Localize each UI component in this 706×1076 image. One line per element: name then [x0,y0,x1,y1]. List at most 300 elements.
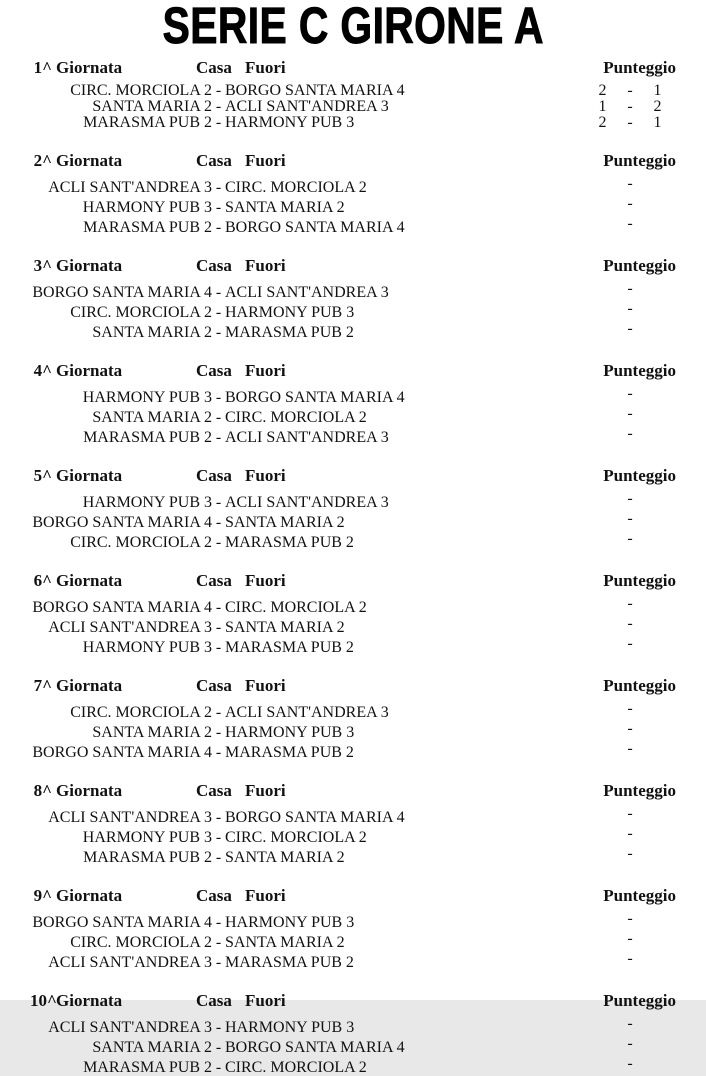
home-score [598,1056,607,1072]
match-row [30,176,676,196]
team-separator: - [215,704,222,721]
home-score [598,491,607,507]
casa-column-header: Casa [196,58,232,77]
team-separator: - [215,199,222,216]
away-score [653,636,662,652]
score [598,1016,662,1032]
away-team: ACLI SANT'ANDREA 3 [225,284,389,301]
score-separator: - [627,320,633,337]
casa-column-header: Casa [196,256,232,275]
casa-column-header: Casa [196,676,232,695]
match-row [30,99,676,115]
away-team: BORGO SANTA MARIA 4 [225,809,405,826]
away-score [653,741,662,757]
home-team: HARMONY PUB 3 [82,389,212,406]
round-number: 1^ [33,58,52,77]
round-header [30,887,676,904]
score [598,721,662,737]
punteggio-column-header: Punteggio [603,676,676,695]
round-word: Giornata [56,361,123,380]
round-number: 2^ [33,151,52,170]
home-score [598,1036,607,1052]
home-team: ACLI SANT'ANDREA 3 [48,809,212,826]
score-separator: - [627,720,633,737]
score-separator: - [627,805,633,822]
away-score [653,911,662,927]
round-header [30,467,676,484]
home-score [598,846,607,862]
page-title-text: SERIE C GIRONE A [162,0,544,54]
score-separator: - [627,1035,633,1052]
away-team: CIRC. MORCIOLA 2 [225,599,367,616]
score-separator: - [627,950,633,967]
round-number: 4^ [33,361,52,380]
home-team: HARMONY PUB 3 [82,829,212,846]
team-separator: - [215,324,222,341]
fuori-column-header: Fuori [245,991,286,1010]
away-score [653,701,662,717]
rounds-list [30,59,676,1076]
home-score [598,511,607,527]
away-team: BORGO SANTA MARIA 4 [225,219,405,236]
away-team: ACLI SANT'ANDREA 3 [225,429,389,446]
score [598,99,662,115]
round-header [30,59,676,76]
round-number: 8^ [33,781,52,800]
match-row [30,426,676,446]
fuori-column-header: Fuori [245,781,286,800]
casa-column-header: Casa [196,991,232,1010]
fuori-column-header: Fuori [245,361,286,380]
home-team: SANTA MARIA 2 [92,724,212,741]
match-row [30,721,676,741]
round-section [30,782,676,866]
round-word: Giornata [56,58,123,77]
score [598,846,662,862]
match-row [30,1056,676,1076]
away-team: CIRC. MORCIOLA 2 [225,829,367,846]
score [598,531,662,547]
round-header [30,362,676,379]
team-separator: - [215,389,222,406]
round-header [30,572,676,589]
punteggio-column-header: Punteggio [603,361,676,380]
team-separator: - [215,1039,222,1056]
match-row [30,491,676,511]
away-team: MARASMA PUB 2 [225,639,354,656]
away-team: ACLI SANT'ANDREA 3 [225,98,389,115]
score [598,806,662,822]
score-separator: - [627,490,633,507]
score [598,636,662,652]
away-team: MARASMA PUB 2 [225,744,354,761]
team-separator: - [215,619,222,636]
score [598,281,662,297]
away-team: CIRC. MORCIOLA 2 [225,1059,367,1076]
round-number: 10^ [30,991,57,1010]
round-matches [30,281,676,341]
round-number: 3^ [33,256,52,275]
score-separator: - [627,615,633,632]
home-score [598,426,607,442]
score [598,596,662,612]
round-matches [30,83,676,131]
score [598,931,662,947]
round-section [30,572,676,656]
round-matches [30,701,676,761]
away-score [653,511,662,527]
score [598,216,662,232]
punteggio-column-header: Punteggio [603,571,676,590]
score-separator: - [627,845,633,862]
score-separator: - [627,300,633,317]
match-row [30,531,676,551]
away-score [653,596,662,612]
round-title [30,992,122,1009]
punteggio-column-header: Punteggio [603,151,676,170]
match-row [30,846,676,866]
score [598,826,662,842]
team-separator: - [215,954,222,971]
score-separator: - [627,425,633,442]
punteggio-column-header: Punteggio [603,256,676,275]
home-team: MARASMA PUB 2 [83,429,212,446]
team-separator: - [215,514,222,531]
score [598,951,662,967]
punteggio-column-header: Punteggio [603,466,676,485]
round-title [30,572,122,589]
home-score [598,806,607,822]
home-score [598,701,607,717]
team-separator: - [215,179,222,196]
team-separator: - [215,744,222,761]
team-separator: - [215,304,222,321]
punteggio-column-header: Punteggio [603,58,676,77]
score [598,491,662,507]
away-team: ACLI SANT'ANDREA 3 [225,494,389,511]
round-section [30,467,676,551]
round-word: Giornata [56,151,123,170]
round-matches [30,491,676,551]
home-team: CIRC. MORCIOLA 2 [70,934,212,951]
home-team: CIRC. MORCIOLA 2 [70,534,212,551]
match-row [30,616,676,636]
fuori-column-header: Fuori [245,151,286,170]
team-separator: - [215,429,222,446]
away-team: BORGO SANTA MARIA 4 [225,389,405,406]
team-separator: - [215,219,222,236]
match-row [30,196,676,216]
home-team: SANTA MARIA 2 [92,98,212,115]
home-score [598,931,607,947]
match-row [30,1036,676,1056]
match-row [30,636,676,656]
away-team: CIRC. MORCIOLA 2 [225,179,367,196]
round-word: Giornata [56,571,123,590]
away-team: MARASMA PUB 2 [225,324,354,341]
round-section [30,257,676,341]
round-title [30,782,122,799]
team-separator: - [215,409,222,426]
match-row [30,826,676,846]
away-score [653,826,662,842]
away-team: HARMONY PUB 3 [225,114,355,131]
away-team: HARMONY PUB 3 [225,1019,355,1036]
away-team: SANTA MARIA 2 [225,619,345,636]
away-score [653,846,662,862]
away-team: MARASMA PUB 2 [225,954,354,971]
away-score [653,1016,662,1032]
score-separator: - [627,530,633,547]
score-separator: - [627,1015,633,1032]
score-separator: - [627,825,633,842]
away-team: HARMONY PUB 3 [225,914,355,931]
round-matches [30,806,676,866]
round-word: Giornata [56,991,123,1010]
round-word: Giornata [56,886,123,905]
home-score [598,741,607,757]
team-separator: - [215,494,222,511]
score [598,176,662,192]
home-score [598,616,607,632]
away-team: ACLI SANT'ANDREA 3 [225,704,389,721]
score-separator: - [627,98,633,115]
team-separator: - [215,809,222,826]
round-section [30,59,676,131]
score-separator: - [627,114,633,131]
score [598,406,662,422]
match-row [30,281,676,301]
team-separator: - [215,639,222,656]
score-separator: - [627,175,633,192]
team-separator: - [215,284,222,301]
score-separator: - [627,635,633,652]
punteggio-column-header: Punteggio [603,781,676,800]
home-team: CIRC. MORCIOLA 2 [70,82,212,99]
round-title [30,887,122,904]
home-team: ACLI SANT'ANDREA 3 [48,954,212,971]
home-team: SANTA MARIA 2 [92,1039,212,1056]
match-row [30,806,676,826]
casa-column-header: Casa [196,886,232,905]
away-score [653,721,662,737]
score-separator: - [627,740,633,757]
round-title [30,677,122,694]
away-score: 1 [653,82,662,99]
home-team: BORGO SANTA MARIA 4 [32,284,212,301]
away-score [653,196,662,212]
home-team: MARASMA PUB 2 [83,219,212,236]
away-score: 1 [653,114,662,131]
score [598,616,662,632]
team-separator: - [215,599,222,616]
round-word: Giornata [56,256,123,275]
home-team: MARASMA PUB 2 [83,1059,212,1076]
casa-column-header: Casa [196,466,232,485]
away-team: HARMONY PUB 3 [225,724,355,741]
match-row [30,83,676,99]
away-score [653,321,662,337]
home-team: CIRC. MORCIOLA 2 [70,704,212,721]
home-team: BORGO SANTA MARIA 4 [32,514,212,531]
score [598,426,662,442]
away-score [653,216,662,232]
home-score [598,911,607,927]
score [598,301,662,317]
home-team: SANTA MARIA 2 [92,409,212,426]
round-number: 5^ [33,466,52,485]
match-row [30,931,676,951]
home-score [598,386,607,402]
away-team: CIRC. MORCIOLA 2 [225,409,367,426]
round-header [30,992,676,1009]
round-matches [30,176,676,236]
score [598,115,662,131]
casa-column-header: Casa [196,151,232,170]
fuori-column-header: Fuori [245,571,286,590]
away-score [653,616,662,632]
team-separator: - [215,114,222,131]
score [598,321,662,337]
home-score [598,301,607,317]
round-number: 6^ [33,571,52,590]
score-separator: - [627,700,633,717]
away-team: MARASMA PUB 2 [225,534,354,551]
round-title [30,59,122,76]
score [598,1036,662,1052]
score-separator: - [627,215,633,232]
page-title [30,0,676,54]
round-header [30,152,676,169]
home-score [598,826,607,842]
score-separator: - [627,1055,633,1072]
home-score [598,596,607,612]
away-score [653,176,662,192]
away-team: SANTA MARIA 2 [225,514,345,531]
round-word: Giornata [56,676,123,695]
home-team: BORGO SANTA MARIA 4 [32,744,212,761]
fuori-column-header: Fuori [245,886,286,905]
score-separator: - [627,910,633,927]
match-row [30,301,676,321]
round-section [30,362,676,446]
match-row [30,386,676,406]
away-team: BORGO SANTA MARIA 4 [225,82,405,99]
round-word: Giornata [56,781,123,800]
team-separator: - [215,98,222,115]
fuori-column-header: Fuori [245,466,286,485]
home-score [598,636,607,652]
away-team: SANTA MARIA 2 [225,849,345,866]
away-team: HARMONY PUB 3 [225,304,355,321]
away-team: SANTA MARIA 2 [225,199,345,216]
fuori-column-header: Fuori [245,256,286,275]
home-score [598,196,607,212]
team-separator: - [215,914,222,931]
away-score [653,386,662,402]
round-title [30,152,122,169]
round-header [30,782,676,799]
home-score [598,721,607,737]
score [598,911,662,927]
punteggio-column-header: Punteggio [603,886,676,905]
team-separator: - [215,534,222,551]
casa-column-header: Casa [196,781,232,800]
home-score [598,531,607,547]
match-row [30,911,676,931]
score [598,196,662,212]
team-separator: - [215,849,222,866]
match-row [30,701,676,721]
home-team: HARMONY PUB 3 [82,494,212,511]
home-team: ACLI SANT'ANDREA 3 [48,1019,212,1036]
round-matches [30,911,676,971]
round-title [30,362,122,379]
score [598,741,662,757]
casa-column-header: Casa [196,571,232,590]
away-score [653,531,662,547]
fuori-column-header: Fuori [245,676,286,695]
fuori-column-header: Fuori [245,58,286,77]
home-team: SANTA MARIA 2 [92,324,212,341]
home-score [598,406,607,422]
home-team: BORGO SANTA MARIA 4 [32,599,212,616]
away-score [653,1056,662,1072]
home-team: CIRC. MORCIOLA 2 [70,304,212,321]
home-team: ACLI SANT'ANDREA 3 [48,619,212,636]
team-separator: - [215,724,222,741]
home-team: MARASMA PUB 2 [83,849,212,866]
round-section [30,152,676,236]
team-separator: - [215,1059,222,1076]
home-team: MARASMA PUB 2 [83,114,212,131]
home-team: BORGO SANTA MARIA 4 [32,914,212,931]
score-separator: - [627,930,633,947]
round-word: Giornata [56,466,123,485]
casa-column-header: Casa [196,361,232,380]
team-separator: - [215,1019,222,1036]
round-section [30,677,676,761]
home-score [598,281,607,297]
team-separator: - [215,934,222,951]
round-matches [30,596,676,656]
score-separator: - [627,510,633,527]
home-score: 2 [598,114,607,131]
score-separator: - [627,405,633,422]
score-separator: - [627,195,633,212]
away-score [653,1036,662,1052]
away-score [653,491,662,507]
home-team: HARMONY PUB 3 [82,199,212,216]
score-separator: - [627,82,633,99]
away-score [653,406,662,422]
away-team: SANTA MARIA 2 [225,934,345,951]
away-score [653,281,662,297]
round-number: 9^ [33,886,52,905]
round-number: 7^ [33,676,52,695]
home-score [598,321,607,337]
away-score [653,931,662,947]
home-score: 1 [598,98,607,115]
score [598,83,662,99]
team-separator: - [215,829,222,846]
home-score [598,1016,607,1032]
away-score [653,806,662,822]
round-title [30,467,122,484]
match-row [30,216,676,236]
match-row [30,1016,676,1036]
match-row [30,406,676,426]
